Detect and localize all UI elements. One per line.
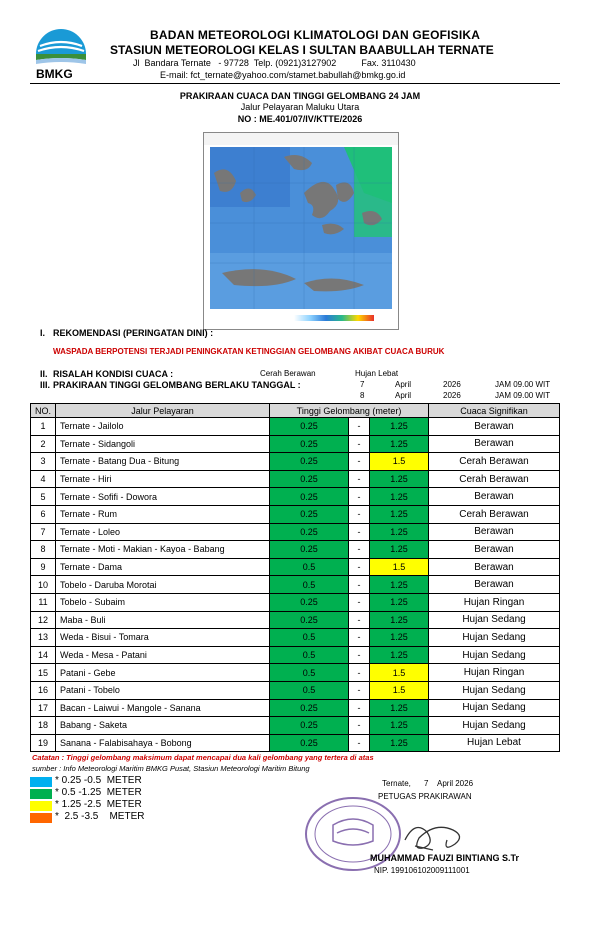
row-wave-min: 0.5: [270, 629, 349, 647]
row-wave-min: 0.25: [270, 418, 349, 436]
section-rekomendasi-number: I.: [40, 328, 46, 338]
row-wave-min: 0.5: [270, 558, 349, 576]
row-number: 3: [31, 453, 56, 471]
legend-label-3: * 1.25 -2.5 METER: [55, 799, 142, 810]
row-wave-dash: -: [349, 576, 370, 594]
row-wave-min: 0.25: [270, 611, 349, 629]
header-no: NO.: [31, 404, 56, 418]
row-wave-max: 1.25: [370, 629, 429, 647]
row-wave-dash: -: [349, 435, 370, 453]
date2-year: 2026: [443, 391, 461, 400]
signature-city: Ternate,: [382, 779, 411, 788]
row-wave-min: 0.5: [270, 576, 349, 594]
table-body: [31, 418, 560, 752]
document-title: PRAKIRAAN CUACA DAN TINGGI GELOMBANG 24 JAM: [179, 91, 421, 101]
table-row: [31, 576, 560, 594]
row-route: Tobelo - Daruba Morotai: [56, 576, 270, 594]
risalah-value-2: Hujan Lebat: [355, 369, 399, 378]
row-weather: Cerah Berawan: [429, 453, 560, 471]
row-wave-max: 1.25: [370, 699, 429, 717]
row-route: Ternate - Hiri: [56, 470, 270, 488]
row-number: 4: [31, 470, 56, 488]
row-weather: Berawan: [429, 435, 560, 453]
row-weather: Hujan Sedang: [429, 629, 560, 647]
row-number: 9: [31, 558, 56, 576]
risalah-value-1: Cerah Berawan: [260, 369, 316, 378]
row-route: Sanana - Falabisahaya - Bobong: [56, 734, 270, 752]
row-route: Ternate - Loleo: [56, 523, 270, 541]
row-wave-max: 1.25: [370, 734, 429, 752]
row-number: 8: [31, 541, 56, 559]
row-wave-max: 1.5: [370, 681, 429, 699]
row-wave-dash: -: [349, 541, 370, 559]
row-number: 13: [31, 629, 56, 647]
row-weather: Berawan: [429, 418, 560, 436]
table-row: [31, 558, 560, 576]
row-wave-min: 0.25: [270, 435, 349, 453]
row-weather: Berawan: [429, 541, 560, 559]
row-route: Patani - Gebe: [56, 664, 270, 682]
table-row: [31, 541, 560, 559]
table-row: [31, 681, 560, 699]
row-route: Ternate - Sofifi - Dowora: [56, 488, 270, 506]
row-weather: Hujan Ringan: [429, 664, 560, 682]
legend-swatch-3: [30, 801, 52, 811]
row-weather: Berawan: [429, 576, 560, 594]
table-row: [31, 646, 560, 664]
table-row: [31, 418, 560, 436]
row-route: Ternate - Moti - Makian - Kayoa - Babang: [56, 541, 270, 559]
document-subtitle: Jalur Pelayaran Maluku Utara: [240, 102, 360, 112]
row-wave-min: 0.25: [270, 523, 349, 541]
date2-month: April: [395, 391, 412, 400]
header-weather: Cuaca Signifikan: [429, 404, 560, 418]
row-wave-dash: -: [349, 453, 370, 471]
section-rekomendasi-label: REKOMENDASI (PERINGATAN DINI) :: [53, 328, 214, 338]
document-number: NO : ME.401/07/IV/KTTE/2026: [237, 114, 363, 124]
row-wave-max: 1.25: [370, 541, 429, 559]
row-wave-max: 1.25: [370, 576, 429, 594]
station-address: Jl Bandara Ternate - 97728 Telp. (0921)3127902 Fax. 3110430: [133, 58, 416, 68]
table-row: [31, 505, 560, 523]
row-number: 19: [31, 734, 56, 752]
header-divider: [30, 83, 560, 84]
row-wave-max: 1.25: [370, 523, 429, 541]
signatory-nip: NIP. 199106102009111001: [374, 866, 470, 875]
row-number: 6: [31, 505, 56, 523]
signatory-name: MUHAMMAD FAUZI BINTIANG S.Tr: [370, 853, 519, 863]
row-wave-dash: -: [349, 488, 370, 506]
row-wave-dash: -: [349, 470, 370, 488]
legend-swatch-2: [30, 789, 52, 799]
row-weather: Hujan Lebat: [429, 734, 560, 752]
table-row: [31, 734, 560, 752]
row-number: 11: [31, 593, 56, 611]
row-wave-dash: -: [349, 523, 370, 541]
agency-name: BADAN METEOROLOGI KLIMATOLOGI DAN GEOFISIKA: [150, 28, 481, 42]
row-wave-min: 0.5: [270, 646, 349, 664]
date1-year: 2026: [443, 380, 461, 389]
row-number: 7: [31, 523, 56, 541]
row-route: Patani - Tobelo: [56, 681, 270, 699]
date1-month: April: [395, 380, 412, 389]
row-route: Ternate - Jailolo: [56, 418, 270, 436]
row-wave-max: 1.25: [370, 611, 429, 629]
row-wave-max: 1.5: [370, 664, 429, 682]
row-weather: Hujan Ringan: [429, 593, 560, 611]
table-row: [31, 717, 560, 735]
row-number: 14: [31, 646, 56, 664]
legend-swatch-1: [30, 777, 52, 787]
row-wave-max: 1.25: [370, 470, 429, 488]
table-row: [31, 435, 560, 453]
row-wave-min: 0.25: [270, 488, 349, 506]
note-catatan: Catatan : Tinggi gelombang maksimum dapat mencapai dua kali gelombang yang tertera di atas: [32, 753, 374, 762]
section-risalah-number: II.: [40, 369, 48, 379]
logo-text: BMKG: [36, 67, 73, 81]
row-wave-dash: -: [349, 664, 370, 682]
row-wave-min: 0.25: [270, 505, 349, 523]
row-number: 18: [31, 717, 56, 735]
row-wave-dash: -: [349, 681, 370, 699]
row-wave-min: 0.5: [270, 681, 349, 699]
legend-swatch-4: [30, 813, 52, 823]
table-row: [31, 664, 560, 682]
legend-label-4: * 2.5 -3.5 METER: [55, 811, 145, 822]
row-wave-dash: -: [349, 558, 370, 576]
row-weather: Cerah Berawan: [429, 505, 560, 523]
table-row: [31, 593, 560, 611]
row-wave-max: 1.25: [370, 435, 429, 453]
wave-height-map: [203, 132, 399, 330]
row-number: 16: [31, 681, 56, 699]
warning-text: WASPADA BERPOTENSI TERJADI PENINGKATAN KETINGGIAN GELOMBANG AKIBAT CUACA BURUK: [53, 347, 445, 356]
table-row: [31, 611, 560, 629]
row-route: Tobelo - Subaim: [56, 593, 270, 611]
row-weather: Hujan Sedang: [429, 681, 560, 699]
header-route: Jalur Pelayaran: [56, 404, 270, 418]
section-risalah-label: RISALAH KONDISI CUACA :: [53, 369, 174, 379]
row-wave-max: 1.25: [370, 488, 429, 506]
row-number: 5: [31, 488, 56, 506]
row-wave-dash: -: [349, 646, 370, 664]
row-number: 2: [31, 435, 56, 453]
table-row: [31, 629, 560, 647]
table-row: [31, 453, 560, 471]
row-wave-min: 0.25: [270, 453, 349, 471]
row-wave-max: 1.25: [370, 418, 429, 436]
row-wave-max: 1.25: [370, 505, 429, 523]
row-weather: Hujan Sedang: [429, 699, 560, 717]
header-wave-height: Tinggi Gelombang (meter): [270, 404, 429, 418]
row-route: Ternate - Batang Dua - Bitung: [56, 453, 270, 471]
row-wave-min: 0.25: [270, 734, 349, 752]
row-route: Babang - Saketa: [56, 717, 270, 735]
row-weather: Berawan: [429, 488, 560, 506]
row-wave-min: 0.25: [270, 470, 349, 488]
row-number: 12: [31, 611, 56, 629]
row-wave-dash: -: [349, 699, 370, 717]
note-sumber: sumber : Info Meteorologi Maritim BMKG Pusat, Stasiun Meteorologi Maritim Bitung: [32, 764, 310, 773]
row-number: 1: [31, 418, 56, 436]
row-weather: Berawan: [429, 523, 560, 541]
row-weather: Hujan Sedang: [429, 717, 560, 735]
row-wave-min: 0.25: [270, 593, 349, 611]
row-number: 15: [31, 664, 56, 682]
row-wave-min: 0.25: [270, 541, 349, 559]
row-wave-min: 0.5: [270, 664, 349, 682]
wave-forecast-table: [30, 403, 560, 752]
legend-label-1: * 0.25 -0.5 METER: [55, 775, 142, 786]
wave-map-graphic: [204, 133, 398, 329]
row-route: Bacan - Laiwui - Mangole - Sanana: [56, 699, 270, 717]
signature-day: 7: [424, 779, 429, 788]
row-wave-max: 1.5: [370, 558, 429, 576]
row-wave-max: 1.5: [370, 453, 429, 471]
table-row: [31, 523, 560, 541]
date2-time: JAM 09.00 WIT: [495, 391, 551, 400]
row-wave-dash: -: [349, 629, 370, 647]
row-weather: Berawan: [429, 558, 560, 576]
row-wave-dash: -: [349, 611, 370, 629]
row-wave-dash: -: [349, 593, 370, 611]
row-wave-dash: -: [349, 418, 370, 436]
row-weather: Hujan Sedang: [429, 611, 560, 629]
row-wave-max: 1.25: [370, 593, 429, 611]
row-wave-min: 0.25: [270, 717, 349, 735]
table-header-row: [31, 404, 560, 418]
row-weather: Cerah Berawan: [429, 470, 560, 488]
table-row: [31, 470, 560, 488]
table-row: [31, 488, 560, 506]
table-row: [31, 699, 560, 717]
row-route: Ternate - Sidangoli: [56, 435, 270, 453]
date1-day: 7: [360, 380, 365, 389]
row-route: Weda - Bisui - Tomara: [56, 629, 270, 647]
signature-role: PETUGAS PRAKIRAWAN: [378, 792, 472, 801]
row-route: Ternate - Rum: [56, 505, 270, 523]
date1-time: JAM 09.00 WIT: [495, 380, 551, 389]
row-wave-min: 0.25: [270, 699, 349, 717]
row-route: Weda - Mesa - Patani: [56, 646, 270, 664]
legend-label-2: * 0.5 -1.25 METER: [55, 787, 142, 798]
station-email: E-mail: fct_ternate@yahoo.com/stamet.babullah@bmkg.go.id: [160, 70, 406, 80]
row-number: 17: [31, 699, 56, 717]
signature-month-year: April 2026: [437, 779, 474, 788]
row-wave-max: 1.25: [370, 717, 429, 735]
date2-day: 8: [360, 391, 365, 400]
row-route: Maba - Buli: [56, 611, 270, 629]
row-wave-dash: -: [349, 717, 370, 735]
row-wave-dash: -: [349, 505, 370, 523]
row-wave-dash: -: [349, 734, 370, 752]
bmkg-logo: [30, 24, 92, 84]
section-prakiraan-label: PRAKIRAAN TINGGI GELOMBANG BERLAKU TANGGAL :: [53, 380, 301, 390]
station-name: STASIUN METEOROLOGI KELAS I SULTAN BAABULLAH TERNATE: [110, 43, 494, 57]
row-weather: Hujan Sedang: [429, 646, 560, 664]
row-wave-max: 1.25: [370, 646, 429, 664]
row-route: Ternate - Dama: [56, 558, 270, 576]
section-prakiraan-number: III.: [40, 380, 51, 390]
row-number: 10: [31, 576, 56, 594]
